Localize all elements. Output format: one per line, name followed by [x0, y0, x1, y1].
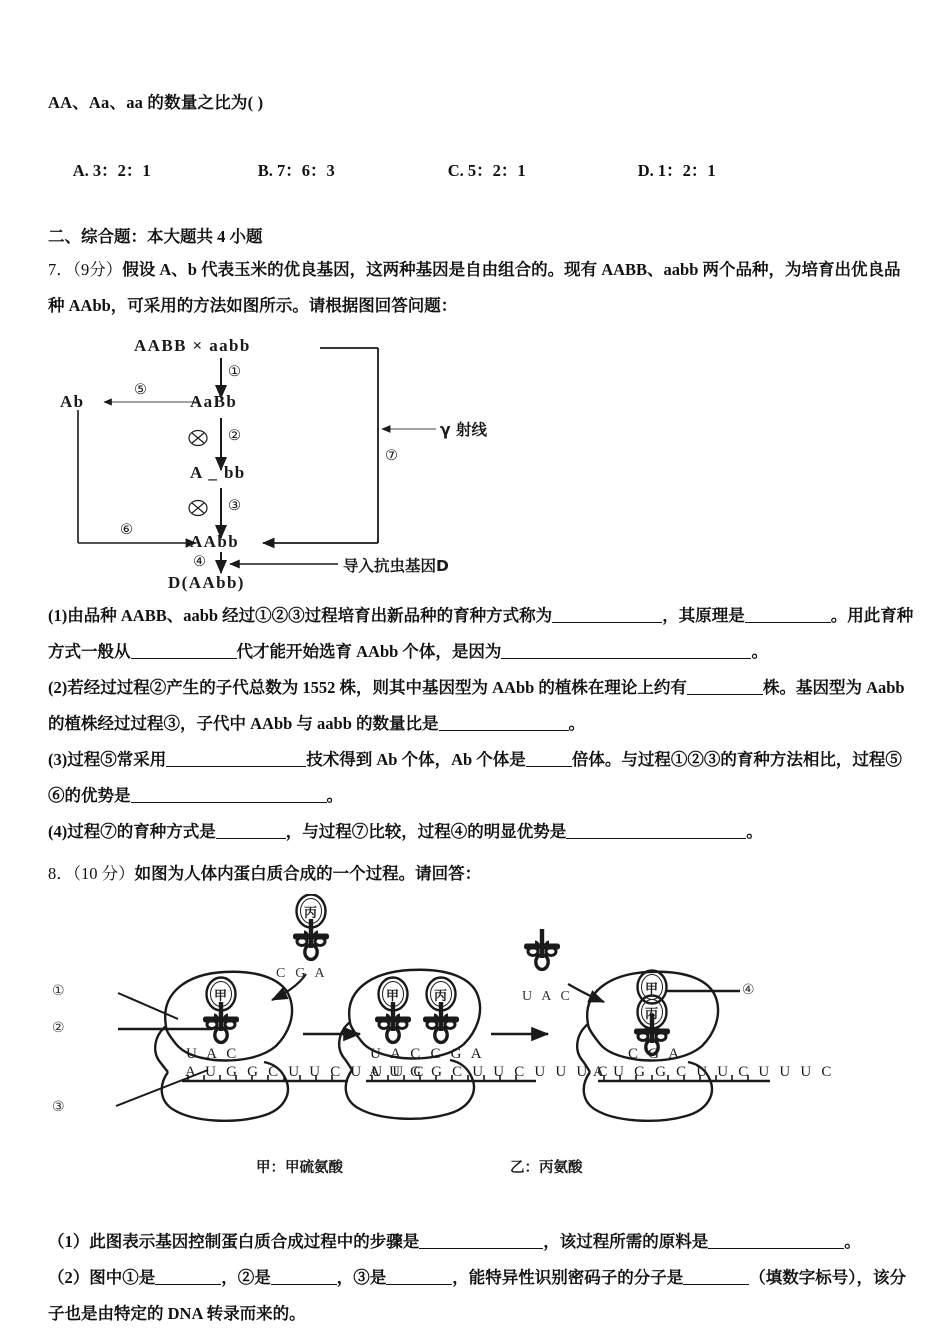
q8-sub1-a: （1）此图表示基因控制蛋白质合成过程中的步骤是 [48, 1232, 420, 1251]
node-parents: AABB × aabb [134, 336, 251, 355]
q7-sub3-a: (3)过程⑤常采用 [48, 750, 167, 769]
choice-c-key: C. [447, 161, 464, 180]
blank-q7-3-1[interactable] [166, 751, 306, 767]
q8-sub1-c: 。 [844, 1232, 861, 1251]
translation-svg [48, 894, 916, 1194]
step-4-label: ④ [193, 554, 206, 570]
r1-anticodon: U A C [186, 1046, 240, 1062]
choice-a-text: 3：2：1 [92, 161, 151, 180]
section-heading: 二、综合题：本大题共 4 小题 [48, 227, 263, 246]
q7-sub2-a: (2)若经过过程②产生的子代总数为 1552 株，则其中基因型为 AAbb 的植株在理论上约有 [48, 678, 687, 697]
pointer-4-label: ④ [742, 982, 755, 998]
r3-anticodon: C G A [628, 1046, 683, 1062]
translation-diagram [48, 894, 916, 1194]
blank-q7-4-2[interactable] [566, 823, 746, 839]
q7-sub4 [48, 814, 916, 850]
blank-q8-1-1[interactable] [419, 1233, 543, 1249]
question-8-text [48, 856, 916, 892]
q8-sub2-line2 [48, 1296, 916, 1332]
node-f2: A _ bb [190, 463, 246, 482]
q8-number: 8． [48, 864, 73, 883]
q7-line2-wrap [48, 288, 916, 324]
q8-sub2-d: ，能特异性识别密码子的分子是 [452, 1268, 684, 1287]
r2-anticodon: U A C C G A [370, 1046, 485, 1062]
q7-sub3-c: 倍体。与过程①②③的育种方法相比，过程⑤ [571, 750, 902, 769]
choice-row [48, 120, 916, 222]
node-f1: AaBb [190, 392, 238, 411]
caption-yi: 乙：丙氨酸 [510, 1160, 583, 1176]
choice-c-text: 5：2：1 [467, 161, 526, 180]
q7-sub3-line2 [48, 778, 916, 814]
q7-sub1-f: 。 [751, 642, 768, 661]
blank-q7-1-4[interactable] [501, 643, 751, 659]
blank-q8-2-4[interactable] [683, 1269, 749, 1285]
q8-text: 如图为人体内蛋白质合成的一个过程。请回答： [134, 864, 482, 883]
q7-sub2-c: 的植株经过过程③，子代中 AAbb 与 aabb 的数量比是 [48, 714, 439, 733]
step-5-label: ⑤ [134, 382, 147, 398]
blank-q7-4-1[interactable] [216, 823, 286, 839]
aa-glyph-jia-r1: 甲 [214, 989, 228, 1004]
blank-q7-2-2[interactable] [439, 715, 569, 731]
blank-q8-2-1[interactable] [155, 1269, 221, 1285]
blank-q8-2-3[interactable] [386, 1269, 452, 1285]
blank-q8-1-2[interactable] [708, 1233, 844, 1249]
q7-line1: 假设 A、b 代表玉米的优良基因，这两种基因是自由组合的。现有 AABB、aabb 两个品种，为培育出优良品 [122, 260, 901, 279]
choice-b[interactable] [258, 154, 448, 188]
step-6-label: ⑥ [120, 522, 133, 538]
pointer-3-label: ③ [52, 1099, 65, 1115]
blank-q7-2-1[interactable] [687, 679, 763, 695]
node-transgenic: D(AAbb) [168, 573, 245, 592]
q7-sub3-b: 技术得到 Ab 个体，Ab 个体是 [306, 750, 526, 769]
q7-sub4-c: 。 [746, 822, 763, 841]
pointer-2-label: ② [52, 1020, 65, 1036]
pointer-1-label: ① [52, 983, 65, 999]
q7-sub2-d: 。 [568, 714, 586, 733]
aa-glyph-jia-r3: 甲 [645, 982, 659, 997]
gamma-ray-label: γ 射线 [440, 421, 487, 439]
aa-glyph-jia-r2: 甲 [386, 989, 400, 1004]
q7-figure-wrap [48, 330, 916, 592]
breeding-scheme-diagram [58, 330, 528, 592]
free-trna-anticodon-uac: U A C [522, 989, 574, 1004]
q7-sub1-line2 [48, 634, 916, 670]
q7-sub3-e: 。 [326, 786, 343, 805]
choice-a[interactable] [73, 154, 258, 188]
choice-b-text: 7：6：3 [277, 161, 335, 180]
q8-sub2-b: ，②是 [221, 1268, 271, 1287]
q7-sub1-c: 。用此育种 [830, 606, 914, 625]
node-target: AAbb [190, 532, 240, 551]
choice-d[interactable] [638, 154, 788, 188]
caption-jia: 甲：甲硫氨酸 [256, 1160, 343, 1176]
blank-q8-2-2[interactable] [271, 1269, 337, 1285]
q7-sub3-d: ⑥的优势是 [48, 786, 131, 805]
aa-glyph-bing-free: 丙 [304, 906, 318, 921]
q8-sub2-f: 子也是由特定的 DNA 转录而来的。 [48, 1304, 306, 1323]
blank-q7-3-3[interactable] [131, 787, 327, 803]
q7-sub4-b: ，与过程⑦比较，过程④的明显优势是 [285, 822, 567, 841]
r3-mrna: A U G G C U U C U U U C [593, 1064, 835, 1080]
aa-glyph-bing-r3: 丙 [645, 1007, 659, 1022]
step-7-label: ⑦ [385, 448, 398, 464]
q7-sub1-d: 方式一般从 [48, 642, 131, 661]
q8-figure-wrap [48, 894, 916, 1224]
transgene-label: 导入抗虫基因D [343, 557, 449, 575]
choice-c[interactable] [448, 154, 638, 188]
q8-sub2-e: （填数字标号），该分 [749, 1268, 906, 1287]
step-1-label: ① [228, 364, 241, 380]
q7-sub1-a: (1)由品种 AABB、aabb 经过①②③过程培育出新品种的育种方式称为 [48, 606, 553, 625]
q8-sub1-b: ，该过程所需的原料是 [543, 1232, 709, 1251]
q8-sub2-c: ，③是 [336, 1268, 387, 1287]
q7-sub2-line2 [48, 706, 916, 742]
question-stem: AA、Aa、aa 的数量之比为( ) [48, 93, 264, 112]
blank-q7-3-2[interactable] [526, 751, 572, 767]
q7-marks: （9分） [72, 260, 123, 279]
step-3-label: ③ [228, 498, 241, 514]
q7-sub3 [48, 742, 916, 778]
node-haploid: Ab [60, 392, 85, 411]
blank-q7-1-1[interactable] [552, 607, 662, 623]
aa-glyph-bing-r2: 丙 [434, 989, 448, 1004]
breeding-scheme-svg [58, 330, 528, 592]
blank-q7-1-2[interactable] [745, 607, 831, 623]
question-7-text [48, 252, 916, 288]
q7-sub1-b: ，其原理是 [662, 606, 745, 625]
step-2-label: ② [228, 428, 241, 444]
page-content [48, 86, 916, 1332]
choice-d-key: D. [637, 161, 654, 180]
choice-d-text: 1：2：1 [657, 161, 716, 180]
q7-sub1 [48, 598, 916, 634]
choice-a-key: A. [72, 161, 89, 180]
q7-line2: 种 AAbb，可采用的方法如图所示。请根据图回答问题： [48, 296, 458, 315]
r1-mrna: A U G G C U U C U U U C [185, 1064, 427, 1080]
choice-b-key: B. [257, 161, 273, 180]
q8-marks: （10 分） [72, 864, 135, 883]
q8-sub2 [48, 1260, 916, 1296]
q7-sub1-e: 代才能开始选育 AAbb 个体，是因为 [236, 642, 502, 661]
q7-number: 7． [48, 260, 73, 279]
r2-mrna: A U G G C U U C U U U C [369, 1064, 611, 1080]
q8-sub1 [48, 1224, 916, 1260]
q7-sub4-a: (4)过程⑦的育种方式是 [48, 822, 216, 841]
free-trna-anticodon-cga: C G A [276, 966, 328, 981]
q7-sub2 [48, 670, 916, 706]
q7-sub2-b: 株。基因型为 Aabb [762, 678, 905, 697]
q8-sub2-a: （2）图中①是 [48, 1268, 156, 1287]
blank-q7-1-3[interactable] [131, 643, 237, 659]
